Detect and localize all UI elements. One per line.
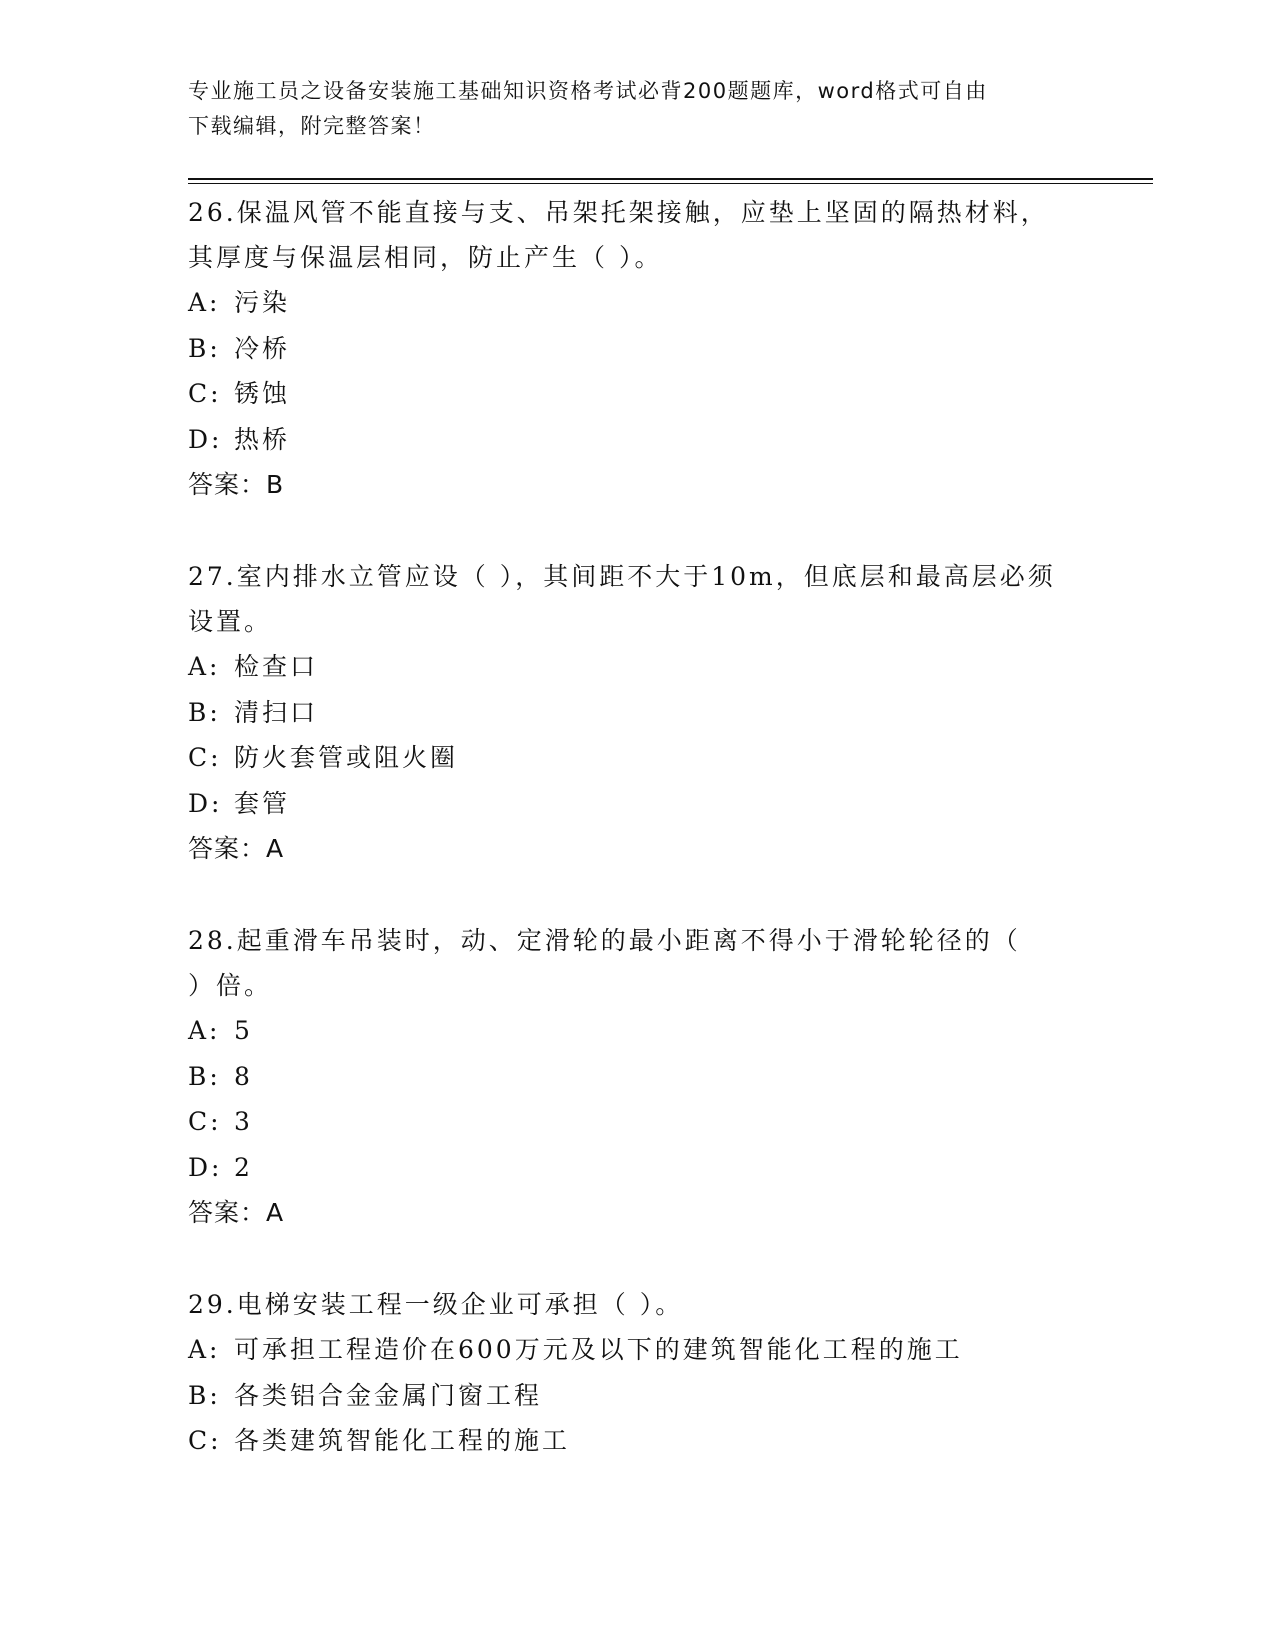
option-letter: D: bbox=[188, 788, 223, 818]
option-c bbox=[188, 735, 1088, 781]
option-c bbox=[188, 1418, 1088, 1464]
option-letter: A: bbox=[188, 288, 221, 317]
option-text: 5 bbox=[234, 1016, 253, 1045]
question-stem-line-2: 其厚度与保温层相同，防止产生（ ）。 bbox=[188, 243, 663, 272]
option-c bbox=[188, 1099, 1088, 1145]
option-d bbox=[188, 1145, 1088, 1191]
option-letter: D: bbox=[188, 424, 223, 454]
option-c bbox=[188, 371, 1088, 417]
option-letter: B: bbox=[188, 1380, 221, 1410]
question-28 bbox=[188, 918, 1088, 1235]
option-letter: A: bbox=[188, 652, 221, 681]
option-letter: B: bbox=[188, 1061, 221, 1091]
question-27 bbox=[188, 554, 1088, 871]
option-text: 2 bbox=[234, 1152, 253, 1182]
option-text: 套管 bbox=[234, 788, 291, 818]
option-text: 3 bbox=[234, 1107, 253, 1136]
option-text: 冷桥 bbox=[234, 333, 291, 363]
option-letter: C: bbox=[188, 379, 222, 408]
option-letter: C: bbox=[188, 743, 222, 772]
option-text: 可承担工程造价在600万元及以下的建筑智能化工程的施工 bbox=[234, 1335, 963, 1364]
header-line-2: 下载编辑，附完整答案！ bbox=[188, 114, 436, 138]
document-header bbox=[188, 74, 1068, 144]
option-text: 污染 bbox=[234, 288, 291, 317]
question-stem-line-1: 26.保温风管不能直接与支、吊架托架接触，应垫上坚固的隔热材料， bbox=[188, 198, 1049, 227]
header-divider-thick bbox=[188, 178, 1153, 180]
option-letter: D: bbox=[188, 1152, 223, 1182]
option-text: 各类铝合金金属门窗工程 bbox=[234, 1380, 543, 1410]
option-d bbox=[188, 417, 1088, 463]
option-b bbox=[188, 326, 1088, 372]
option-letter: A: bbox=[188, 1016, 221, 1045]
option-b bbox=[188, 1373, 1088, 1419]
option-a bbox=[188, 1008, 1088, 1054]
question-29 bbox=[188, 1282, 1088, 1464]
option-d bbox=[188, 781, 1088, 827]
option-a bbox=[188, 1327, 1088, 1373]
question-stem-line-1: 29.电梯安装工程一级企业可承担（ ）。 bbox=[188, 1290, 684, 1319]
question-stem-line-1: 27.室内排水立管应设（ ），其间距不大于10m，但底层和最高层必须 bbox=[188, 562, 1056, 591]
option-letter: B: bbox=[188, 697, 221, 727]
answer: 答案：B bbox=[188, 470, 285, 499]
option-b bbox=[188, 1054, 1088, 1100]
option-letter: C: bbox=[188, 1426, 222, 1455]
question-stem-line-1: 28.起重滑车吊装时，动、定滑轮的最小距离不得小于滑轮轮径的（ bbox=[188, 926, 1021, 955]
question-stem-line-2: 设置。 bbox=[188, 607, 273, 636]
option-letter: B: bbox=[188, 333, 221, 363]
option-letter: A: bbox=[188, 1335, 221, 1364]
header-line-1: 专业施工员之设备安装施工基础知识资格考试必背200题题库，word格式可自由 bbox=[188, 79, 988, 103]
option-b bbox=[188, 690, 1088, 736]
option-a bbox=[188, 280, 1088, 326]
option-text: 各类建筑智能化工程的施工 bbox=[234, 1426, 571, 1455]
question-stem-line-2: ）倍。 bbox=[188, 971, 273, 1000]
option-a bbox=[188, 644, 1088, 690]
option-text: 检查口 bbox=[234, 652, 319, 681]
answer: 答案：A bbox=[188, 834, 285, 863]
option-text: 清扫口 bbox=[234, 697, 319, 727]
header-divider-thin bbox=[188, 183, 1153, 184]
option-text: 锈蚀 bbox=[234, 379, 291, 408]
question-26 bbox=[188, 190, 1088, 507]
answer: 答案：A bbox=[188, 1198, 285, 1227]
option-letter: C: bbox=[188, 1107, 222, 1136]
option-text: 热桥 bbox=[234, 424, 291, 454]
option-text: 防火套管或阻火圈 bbox=[234, 743, 459, 772]
question-list bbox=[188, 190, 1088, 1511]
option-text: 8 bbox=[234, 1061, 253, 1091]
